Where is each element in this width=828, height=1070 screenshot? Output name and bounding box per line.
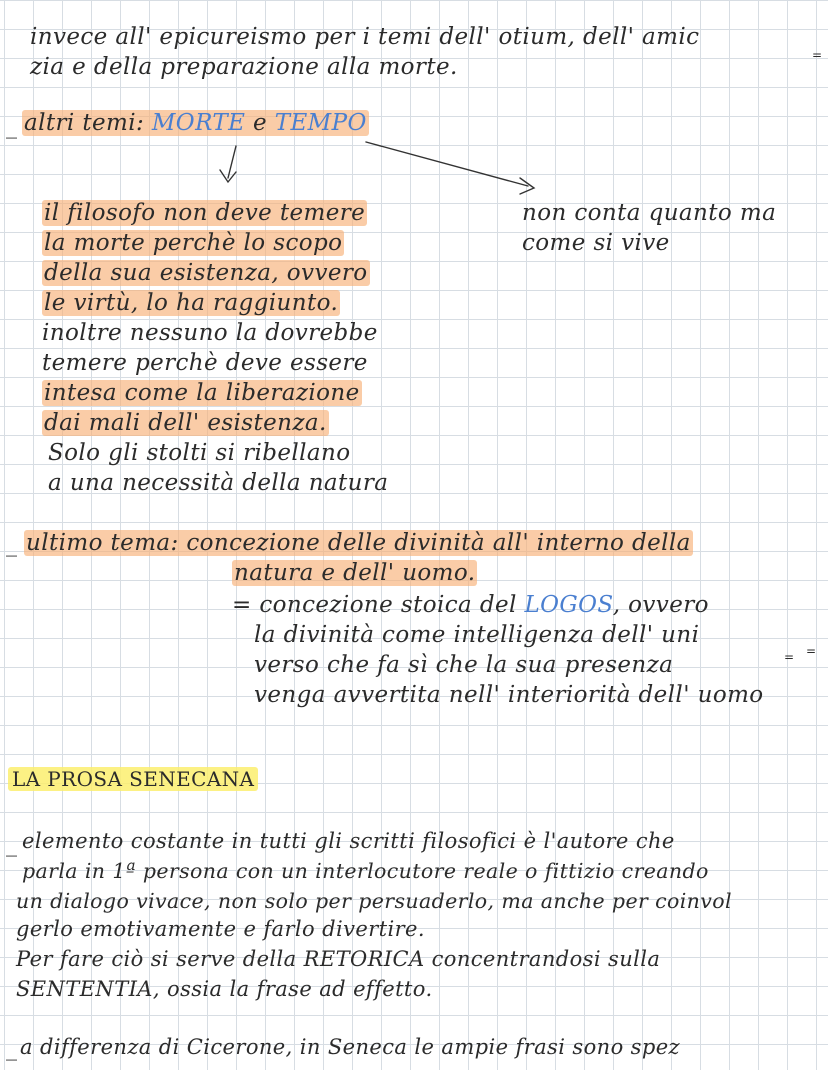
prosa-line-3: un dialogo vivace, non solo per persuaderlo, ma anche per coinvol bbox=[16, 889, 732, 913]
prosa-line-6: SENTENTIA, ossia la frase ad effetto. bbox=[16, 977, 433, 1001]
ultimo-tema-line-2 bbox=[232, 558, 477, 588]
section-title bbox=[8, 764, 258, 794]
side-note-line-1: non conta quanto ma bbox=[522, 200, 777, 226]
logos-line-3: verso che fa sì che la sua presenza bbox=[254, 652, 674, 678]
logos-line-2: la divinità come intelligenza dell' uni bbox=[254, 622, 700, 648]
morte-line-7-text: intesa come la liberazione bbox=[44, 380, 360, 406]
tempo-keyword: TEMPO bbox=[274, 110, 367, 136]
hyphen-mark: = bbox=[806, 644, 817, 658]
morte-line-8-text: dai mali dell' esistenza. bbox=[44, 410, 327, 436]
logos-pre: = concezione stoica del bbox=[232, 592, 525, 618]
morte-line-7 bbox=[42, 378, 362, 408]
logos-keyword: LOGOS bbox=[524, 592, 613, 618]
morte-line-10: a una necessità della natura bbox=[48, 470, 389, 496]
last-line: a differenza di Cicerone, in Seneca le ampie frasi sono spez bbox=[20, 1035, 680, 1059]
morte-line-8 bbox=[42, 408, 329, 438]
hyphen-mark: = bbox=[812, 48, 823, 62]
morte-keyword: MORTE bbox=[151, 110, 246, 136]
intro-line-2: zia e della preparazione alla morte. bbox=[30, 54, 458, 80]
ultimo-tema-line-2-text: natura e dell' uomo. bbox=[234, 560, 476, 586]
ultimo-tema-line-1-text: ultimo tema: concezione delle divinità all' interno della bbox=[26, 530, 691, 556]
bullet-dash: _ bbox=[6, 532, 17, 557]
bullet-dash: _ bbox=[6, 114, 17, 139]
morte-line-1-text: il filosofo non deve temere bbox=[44, 200, 366, 226]
hyphen-mark: = bbox=[784, 650, 795, 664]
morte-line-5: inoltre nessuno la dovrebbe bbox=[42, 320, 378, 346]
morte-line-4 bbox=[42, 288, 340, 318]
morte-line-4-text: le virtù, lo ha raggiunto. bbox=[44, 290, 339, 316]
section-title-text: LA PROSA SENECANA bbox=[8, 767, 258, 791]
morte-line-6: temere perchè deve essere bbox=[42, 350, 368, 376]
morte-line-1 bbox=[42, 198, 367, 228]
morte-line-2-text: la morte perchè lo scopo bbox=[44, 230, 343, 256]
logos-line-4: venga avvertita nell' interiorità dell' uomo bbox=[254, 682, 764, 708]
morte-line-9: Solo gli stolti si ribellano bbox=[48, 440, 351, 466]
e-conjunction: e bbox=[245, 110, 275, 136]
right-arrow-shaft bbox=[366, 142, 528, 186]
bullet-dash: _ bbox=[6, 1036, 17, 1061]
logos-line-1 bbox=[232, 590, 709, 620]
side-note-line-2: come si vive bbox=[522, 230, 670, 256]
prosa-line-4: gerlo emotivamente e farlo divertire. bbox=[16, 917, 425, 941]
ultimo-tema-line-1 bbox=[24, 528, 693, 558]
morte-line-2 bbox=[42, 228, 344, 258]
logos-post: , ovvero bbox=[612, 592, 709, 618]
morte-line-3 bbox=[42, 258, 370, 288]
prosa-line-2: parla in 1ª persona con un interlocutore reale o fittizio creando bbox=[22, 859, 709, 883]
morte-line-3-text: della sua esistenza, ovvero bbox=[44, 260, 368, 286]
bullet-dash: _ bbox=[6, 832, 17, 857]
intro-line-1: invece all' epicureismo per i temi dell' otium, dell' amic bbox=[30, 24, 700, 50]
prosa-line-1: elemento costante in tutti gli scritti filosofici è l'autore che bbox=[22, 829, 675, 853]
altri-temi-prefix: altri temi: bbox=[24, 110, 152, 136]
prosa-line-5: Per fare ciò si serve della RETORICA concentrandosi sulla bbox=[16, 947, 661, 971]
